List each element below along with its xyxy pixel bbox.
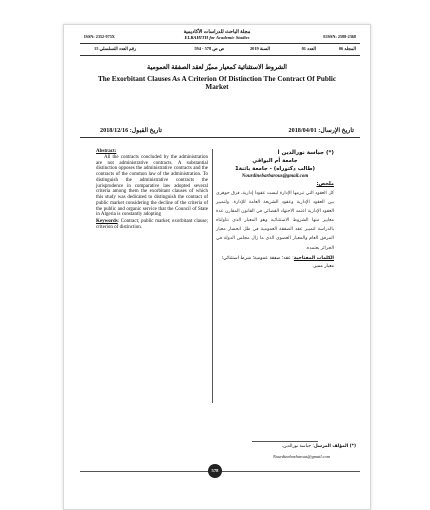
author-email: Nourdinebarbarous@gmail.com <box>241 174 309 179</box>
abstract-keywords <box>96 219 208 231</box>
header-rule-bottom <box>80 55 360 56</box>
abstract-text: All the contracts concluded by the administration are not administrative contracts. A substantial distinction opposes the administrative contracts and the contracts of the common law of the administration. To distinguish the administrative contracts the jurisprudence in comparative law adopted several criteria among them the exorbitant clauses of which this study was dedicated to distinguish the contract of public market considering the decline of the criteria of the public and organic service that the Council of State in Algeria is constantly adopting <box>96 154 208 218</box>
footnote-email: Nourdinebarbarous@gmail.com <box>272 454 330 459</box>
summary-column <box>216 149 334 272</box>
footnote-text: : جباسة نورالدين، <box>281 444 314 449</box>
pages-label: ص ص 578 - 594 <box>194 46 224 51</box>
article-title-english: The Exorbitant Clauses As A Criterion Of Distinction The Contract Of Public Market <box>97 75 337 91</box>
dates-rule <box>80 137 360 138</box>
column-divider <box>212 149 213 403</box>
eissn-label: EISSN: 2588-2368 <box>323 34 356 39</box>
accepted-date: تاريخ القبول: 2018/12/16 <box>100 127 162 134</box>
footnote <box>282 444 356 449</box>
abstract-column <box>96 149 208 231</box>
page-number: 578 <box>208 464 222 478</box>
author-status: (ﻃﺎﻟﺐ ﺩﻛﺘﻮﺭﺍﻩ) - ﺟﺎﻣﻌﺔ ﺑﺎﺗﻨﺔ1 <box>235 166 315 172</box>
journal-page <box>63 24 371 510</box>
sent-date: تاريخ الإرسال: 2018/04/01 <box>288 127 354 134</box>
issn-label: ISSN: 2352-975X <box>84 34 115 39</box>
abstract-heading: Abstract: <box>96 149 117 154</box>
summary-keywords-label: الكلمات المفتاحية <box>293 255 334 261</box>
keywords-label: Keywords <box>96 219 118 224</box>
summary-keywords <box>216 255 334 272</box>
author-name: (*) ﺟﺒﺎﺳﺔ ﻧﻮﺭﺍﻟﺪﻳﻦ ﺍ <box>277 150 334 156</box>
keywords-text: : Contract; public market; exorbitant clause; criterion of distinction. <box>96 219 208 230</box>
footnote-rule <box>252 441 318 442</box>
journal-title-arabic: مجلة الباحث للدراسات الأكاديمية <box>183 30 251 35</box>
volume-label: المجلد 06 <box>338 46 356 51</box>
year-label: السنة 2019 <box>249 46 270 51</box>
summary-heading: ملخص: <box>316 181 334 187</box>
issue-label: العدد 01 <box>301 46 316 51</box>
article-title-arabic: الشروط الاستثنائية كمعيار مميّز لعقد الصفقة العمومية <box>147 64 287 71</box>
author-university: ﺟﺎﻣﻌﺔ ﺃﻡ ﺍﻟﺒﻮﺍﻗﻲ <box>252 158 298 164</box>
header-rule <box>80 43 360 44</box>
serial-label: رقم العدد التسلسلي 15 <box>94 46 137 51</box>
footnote-label: (*) المؤلف المرسل <box>313 444 356 449</box>
summary-keywords-text: : عقد؛ صفقة عمومية؛ شرط استثنائي؛ معيار مميز. <box>221 255 334 270</box>
summary-text: كل العقود التي تبرمها الإدارة ليست عقودا إدارية، فرق جوهري بين العقود الإدارية وعقود الشريعة العامة للإدارة. ولتمييز العقود الإدارية اعتمد الاجتهاد القضائي في القانون المقارن عدة معايير منها الشروط الاستثنائية وهو المعيار الذي تناولناه بالدراسة لتمييز عقد الصفقة العمومية في ظل انحسار معيار المرفق العام والمعيار العضوي الذي ما زال مجلس الدولة في الجزائر يعتمده. <box>216 191 334 251</box>
journal-title-english: ELBAHITH for Academic Studies <box>184 35 250 40</box>
